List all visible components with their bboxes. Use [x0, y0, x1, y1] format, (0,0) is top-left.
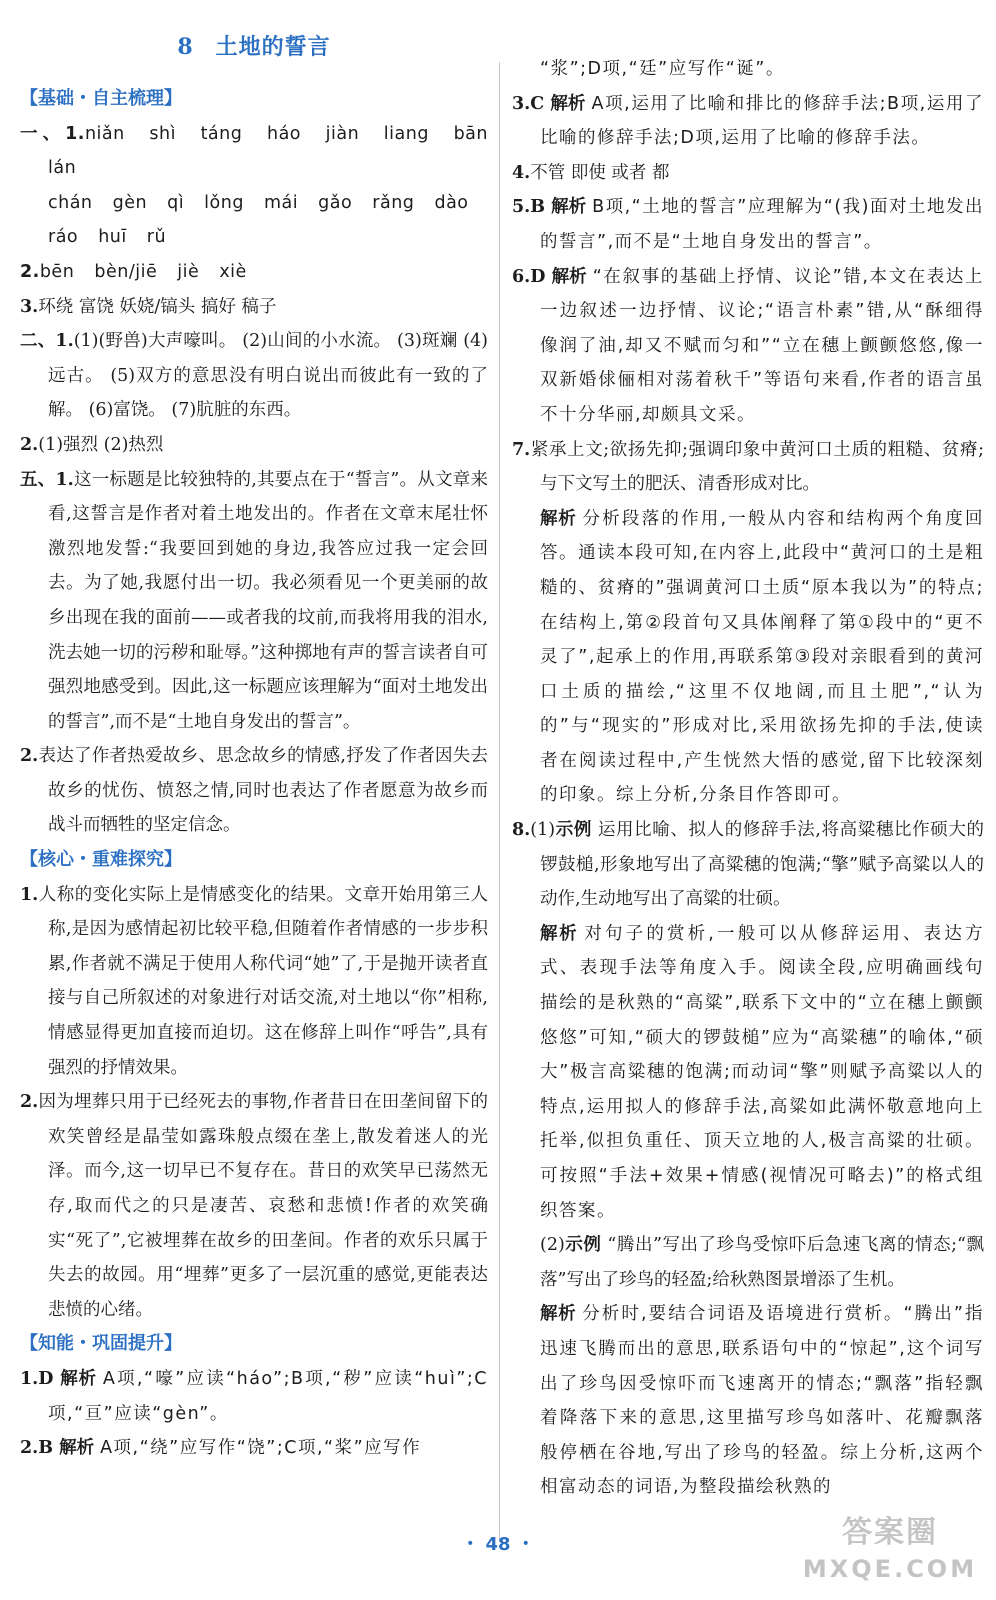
analysis-text: 分析段落的作用,一般从内容和结构两个角度回答。通读本段可知,在内容上,此段中“黄河口的土是粗糙的、贫瘠的”强调黄河口土质“原本我以为”的特点;在结构上,第②段首句又具体阐释了第①段中的“更不灵了”,起承上的作用,再联系第③段对亲眼看到的黄河口土质的描绘,“这里不仅地阔,而且土肥”,“认为的”与“现实的”形成对比,采用欲扬先抑的手法,使读者在阅读过程中,产生恍然大悟的感觉,留下比较深刻的印象。综上分析,分条目作答即可。: [540, 508, 985, 806]
answer-2-2: [20, 428, 488, 463]
analysis-text: 分析时,要结合词语及语境进行赏析。“腾出”指迅速飞腾而出的意思,联系语句中的“惊起”,这个词写出了珍鸟因受惊吓而飞速离开的情态;“飘落”指轻飘着降落下来的意思,这里描写珍鸟如落叶、花瓣飘落般停栖在谷地,写出了珍鸟的轻盈。综上分析,这两个相富动态的词语,为整段描绘秋熟的: [540, 1304, 984, 1498]
answer-core-2: [20, 1085, 488, 1327]
answer-text: 环绕 富饶 妖娆/镐头 搞好 稿子: [38, 296, 277, 317]
analysis-text: 对句子的赏析,一般可以从修辞运用、表达方式、表现手法等角度入手。阅读全段,应明确画线句描绘的是秋熟的“高粱”,联系下文中的“立在穗上颤颤悠悠”可知,“硕大的锣鼓槌”应为“高粱穗”的喻体,“硕大”极言高粱穗的饱满;而动词“擎”则赋予高粱以人的特点,运用拟人的修辞手法,高粱如此满怀敬意地向上托举,似担负重任、顶天立地的人,极言高粱的壮硕。可按照“手法+效果+情感(视情况可略去)”的格式组织答案。: [540, 923, 984, 1221]
answer-z1: [20, 1362, 488, 1431]
sub-label: (1): [530, 820, 556, 841]
answer-5-1: [20, 463, 488, 740]
pinyin-line-1: niǎn shì táng háo jiàn liang bān lán: [48, 123, 489, 179]
answer-label: 4.: [512, 162, 531, 183]
pinyin-row: ráo huī rǔ: [48, 227, 167, 248]
analysis-tag: 解析: [59, 1368, 97, 1389]
answer-text: (1)(野兽)大声嚎叫。 (2)山间的小水流。 (3)斑斓 (4)远古。 (5)双方的意思没有明白说出而彼此有一致的了解。 (6)富饶。 (7)肮脏的东西。: [48, 331, 488, 421]
answer-label: 8.: [512, 820, 531, 841]
answer-3: [20, 290, 488, 325]
analysis-text: B项,“土地的誓言”应理解为“(我)面对土地发出的誓言”,而不是“土地自身发出的誓言”。: [540, 197, 984, 252]
answer-text: 不管 即使 或者 都: [530, 162, 670, 183]
lesson-title-text: 土地的誓言: [215, 34, 331, 60]
analysis-tag: 解析: [551, 197, 587, 218]
example-tag: 示例: [564, 1235, 602, 1256]
answer-text: 运用比喻、拟人的修辞手法,将高粱穗比作硕大的锣鼓槌,形象地写出了高粱穗的饱满;“擎”赋予高粱以人的动作,生动地写出了高粱的壮硕。: [540, 820, 985, 910]
answer-z3: [512, 87, 984, 156]
analysis-text: A项,“嚎”应读“háo”;B项,“秽”应读“huì”;C项,“亘”应读“gèn”。: [48, 1368, 488, 1424]
answer-z4: [512, 156, 984, 191]
answer-label: 3.: [20, 296, 39, 317]
answer-text: 因为埋葬只用于已经死去的事物,作者昔日在田垄间留下的欢笑曾经是晶莹如露珠般点缀在垄上,散发着迷人的光泽。而今,这一切早已不复存在。昔日的欢笑早已荡然无存,取而代之的只是凄苦、哀愁和悲愤!作者的欢笑确实“死了”,它被埋葬在故乡的田垄间。作者的欢乐只属于失去的故园。用“埋葬”更多了一层沉重的感觉,更能表达悲愤的心绪。: [38, 1092, 488, 1320]
answer-z7-analysis: [512, 502, 984, 813]
answer-z5: [512, 190, 984, 259]
left-column: [20, 0, 488, 1466]
answer-label: 1.: [20, 1368, 39, 1389]
page-number: ・ 48 ・: [461, 1534, 535, 1555]
answer-choice: D: [38, 1368, 54, 1389]
answer-label: 二、1.: [20, 331, 74, 352]
answer-z8-1: [512, 813, 984, 917]
answer-z2: [20, 1431, 488, 1466]
analysis-text: “在叙事的基础上抒情、议论”错,本文在表达上一边叙述一边抒情、议论;“语言朴素”错,从“酥细得像润了油,却又不赋而匀和”“立在穗上颤颤悠悠,像一双新婚俅俪相对荡着秋千”等语句来看,作者的语言虽不十分华丽,却颇具文采。: [540, 266, 984, 425]
answer-z7: [512, 433, 984, 502]
answer-label: 2.: [20, 1092, 39, 1113]
answer-text: “腾出”写出了珍鸟受惊吓后急速飞离的情态;“飘落”写出了珍鸟的轻盈;给秋熟图景增添了生机。: [540, 1235, 985, 1290]
answer-label: 2.: [20, 434, 39, 455]
answer-text: bēn bèn/jiē jiè xiè: [39, 261, 247, 282]
answer-z2-continued: “浆”;D项,“廷”应写作“诞”。: [540, 59, 785, 79]
analysis-text: A项,“绕”应写作“饶”;C项,“桨”应写作: [100, 1438, 422, 1459]
answer-choice: C: [530, 93, 545, 114]
answer-text: 人称的变化实际上是情感变化的结果。文章开始用第三人称,是因为感情起初比较平稳,但随着作者情感的一步步积累,作者就不满足于使用人称代词“她”了,于是抛开读者直接与自己所叙述的对象进行对话交流,对土地以“你”相称,情感显得更加直接而迫切。这在修辞上叫作“呼告”,具有强烈的抒情效果。: [38, 884, 488, 1078]
section-heading-consolidate: 【知能・巩固提升】: [20, 1333, 182, 1355]
pinyin-row: chán gèn qì lǒng mái gǎo rǎng dào: [48, 192, 469, 213]
answer-z6: [512, 260, 984, 433]
lesson-title: [20, 12, 488, 82]
section-heading-core: 【核心・重难探究】: [20, 849, 182, 871]
lesson-number: 8: [177, 34, 194, 60]
answer-label: 6.: [512, 266, 531, 287]
answer-2: [20, 255, 488, 290]
answer-z8-2-analysis: [512, 1297, 984, 1505]
watermark-line-2: MXQE.COM: [802, 1555, 978, 1583]
answer-2-1: [20, 324, 488, 428]
analysis-tag: 解析: [540, 508, 577, 529]
answer-label: 五、1.: [20, 469, 74, 490]
answer-text: 紧承上文;欲扬先抑;强调印象中黄河口土质的粗糙、贫瘠;与下文写土的肥沃、清香形成对比。: [530, 439, 984, 495]
answer-label: 2.: [20, 1438, 39, 1459]
answer-choice: D: [530, 266, 546, 287]
answer-choice: B: [38, 1438, 54, 1459]
column-divider: [499, 62, 500, 1542]
analysis-tag: 解析: [540, 923, 579, 944]
answer-label: 3.: [512, 93, 531, 114]
section-heading-basic: 【基础・自主梳理】: [20, 88, 182, 109]
answer-choice: B: [530, 197, 546, 218]
sub-label: (2): [540, 1235, 565, 1256]
answer-z8-2: [512, 1228, 984, 1297]
analysis-tag: 解析: [550, 93, 586, 114]
answer-core-1: [20, 878, 488, 1086]
answer-1-1-pinyin: [20, 117, 488, 186]
analysis-tag: 解析: [59, 1438, 95, 1459]
answer-label: 2.: [20, 746, 39, 767]
answer-text: 表达了作者热爱故乡、思念故乡的情感,抒发了作者因失去故乡的忧伤、愤怒之情,同时也表达了作者愿意为故乡而战斗而牺牲的坚定信念。: [38, 746, 488, 836]
watermark-line-1: 答案圈: [842, 1515, 938, 1550]
right-column: [512, 0, 984, 1505]
answer-5-2: [20, 739, 488, 843]
example-tag: 示例: [555, 820, 592, 841]
answer-label: 5.: [512, 197, 531, 218]
answer-label: 2.: [20, 261, 40, 282]
answer-label: 一、1.: [20, 123, 85, 144]
watermark-logo: [800, 1512, 980, 1592]
analysis-tag: 解析: [540, 1304, 577, 1325]
answer-label: 7.: [512, 439, 531, 460]
analysis-text: A项,运用了比喻和排比的修辞手法;B项,运用了比喻的修辞手法;D项,运用了比喻的修辞手法。: [540, 93, 985, 149]
analysis-tag: 解析: [551, 266, 587, 287]
answer-label: 1.: [20, 884, 39, 905]
answer-text: 这一标题是比较独特的,其要点在于“誓言”。从文章来看,这誓言是作者对着土地发出的。作者在文章末尾壮怀激烈地发誓:“我要回到她的身边,我答应过我一定会回去。为了她,我愿付出一切。我必须看见一个更美丽的故乡出现在我的面前——或者我的坟前,而我将用我的泪水,洗去她一切的污秽和耻辱。”这种掷地有声的誓言读者自可强烈地感受到。因此,这一标题应该理解为“面对土地发出的誓言”,而不是“土地自身发出的誓言”。: [48, 469, 488, 732]
answer-text: (1)强烈 (2)热烈: [38, 434, 164, 455]
answer-z8-1-analysis: [512, 917, 984, 1228]
